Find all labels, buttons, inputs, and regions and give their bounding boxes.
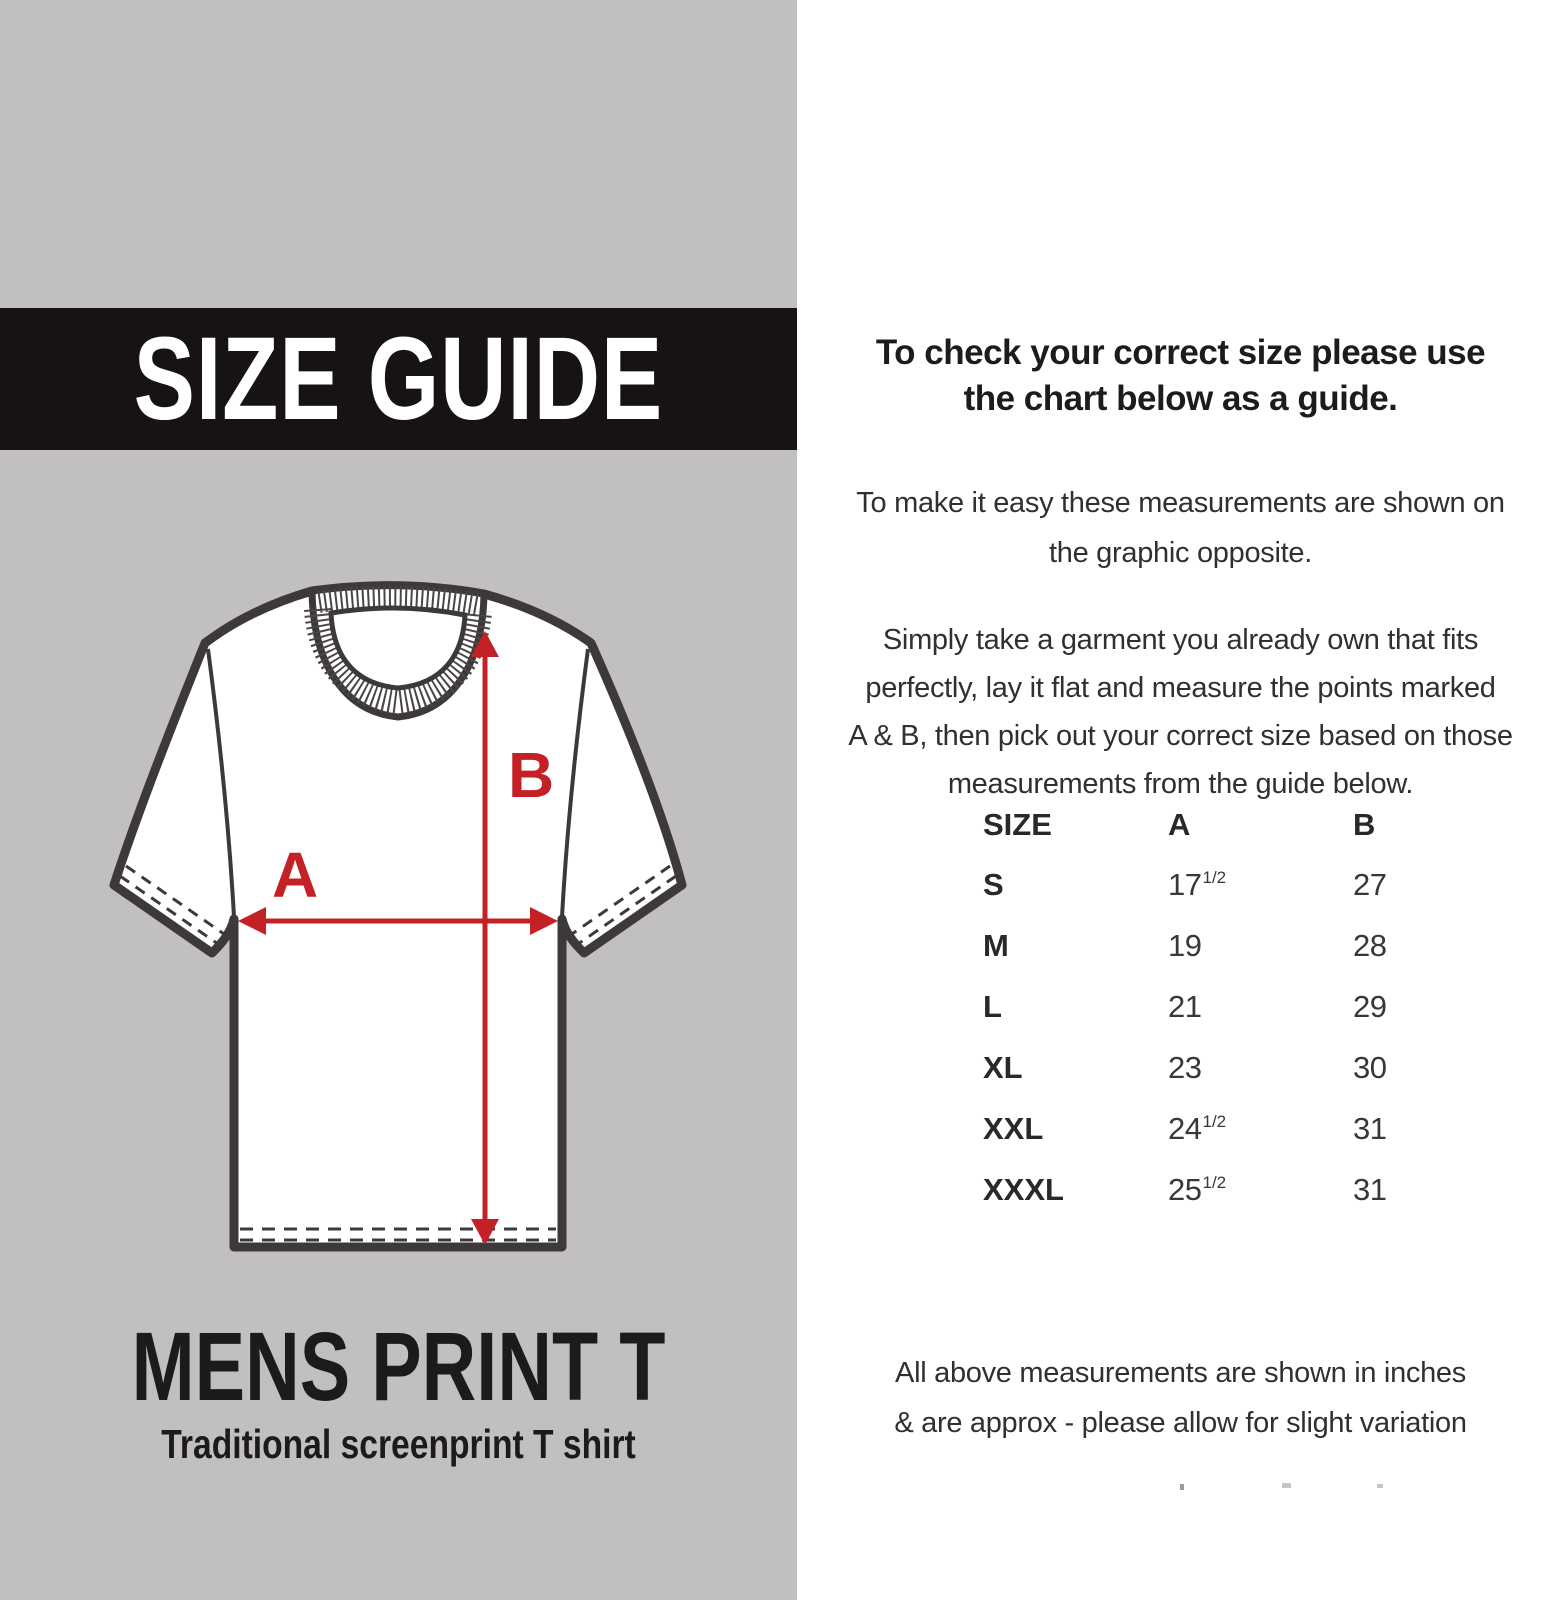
a-value: 17 xyxy=(1168,866,1202,902)
paragraph-line: A & B, then pick out your correct size based on those xyxy=(848,720,1513,752)
footer-line: All above measurements are shown in inches xyxy=(895,1357,1466,1389)
header-size: SIZE xyxy=(983,807,1052,842)
table-row xyxy=(983,1098,1453,1159)
a-cell xyxy=(1168,989,1353,1025)
size-guide-banner xyxy=(0,308,797,450)
tshirt-measurement-diagram xyxy=(60,545,740,1265)
fraction-superscript: 1/2 xyxy=(1202,1173,1227,1193)
table-row xyxy=(983,1037,1453,1098)
table-row xyxy=(983,915,1453,976)
fraction-superscript: 1/2 xyxy=(1202,868,1227,888)
a-cell xyxy=(1168,867,1353,903)
header-a: A xyxy=(1168,807,1191,842)
cropped-text-artifact xyxy=(1377,1484,1383,1488)
fraction-superscript: 1/2 xyxy=(1202,1112,1227,1132)
instructions-paragraph-2 xyxy=(797,616,1564,808)
measurement-label-b: B xyxy=(508,739,555,811)
a-cell xyxy=(1168,1111,1353,1147)
header-b: B xyxy=(1353,807,1376,842)
heading-line: To check your correct size please use xyxy=(875,333,1486,372)
size-cell: XXL xyxy=(983,1110,1044,1146)
instructions-paragraph-1 xyxy=(797,478,1564,578)
b-cell: 27 xyxy=(1353,866,1387,902)
paragraph-line: perfectly, lay it flat and measure the points marked xyxy=(865,672,1496,704)
banner-title: SIZE GUIDE xyxy=(133,313,664,445)
a-cell xyxy=(1168,1172,1353,1208)
heading-line: the chart below as a guide. xyxy=(963,379,1398,418)
table-row xyxy=(983,1159,1453,1220)
size-cell: S xyxy=(983,866,1004,902)
table-row xyxy=(983,976,1453,1037)
cropped-text-artifact xyxy=(1282,1483,1291,1488)
a-value: 19 xyxy=(1168,927,1202,963)
a-value: 25 xyxy=(1168,1171,1202,1207)
paragraph-line: To make it easy these measurements are shown on xyxy=(856,487,1505,519)
a-value: 23 xyxy=(1168,1049,1202,1085)
size-cell: M xyxy=(983,927,1009,963)
b-cell: 28 xyxy=(1353,927,1387,963)
a-cell xyxy=(1168,1050,1353,1086)
a-value: 24 xyxy=(1168,1110,1202,1146)
b-cell: 30 xyxy=(1353,1049,1387,1085)
footer-line: & are approx - please allow for slight variation xyxy=(894,1407,1467,1439)
measurement-label-a: A xyxy=(272,839,319,911)
table-header-row xyxy=(983,796,1453,854)
product-title-block xyxy=(0,1312,797,1468)
b-cell: 29 xyxy=(1353,988,1387,1024)
cropped-text-artifact xyxy=(1180,1484,1184,1490)
product-subtitle: Traditional screenprint T shirt xyxy=(161,1421,636,1467)
paragraph-line: measurements from the guide below. xyxy=(947,768,1414,800)
paragraph-line: the graphic opposite. xyxy=(1049,537,1312,569)
b-cell: 31 xyxy=(1353,1171,1387,1207)
instructions-heading xyxy=(797,330,1564,422)
b-cell: 31 xyxy=(1353,1110,1387,1146)
a-cell xyxy=(1168,928,1353,964)
size-cell: L xyxy=(983,988,1002,1024)
a-value: 21 xyxy=(1168,988,1202,1024)
size-cell: XXXL xyxy=(983,1171,1064,1207)
paragraph-line: Simply take a garment you already own that fits xyxy=(882,624,1479,656)
size-chart-table xyxy=(983,796,1453,1220)
measurements-footer-note xyxy=(797,1348,1564,1448)
size-cell: XL xyxy=(983,1049,1023,1085)
table-row xyxy=(983,854,1453,915)
product-title: MENS PRINT T xyxy=(131,1312,666,1421)
